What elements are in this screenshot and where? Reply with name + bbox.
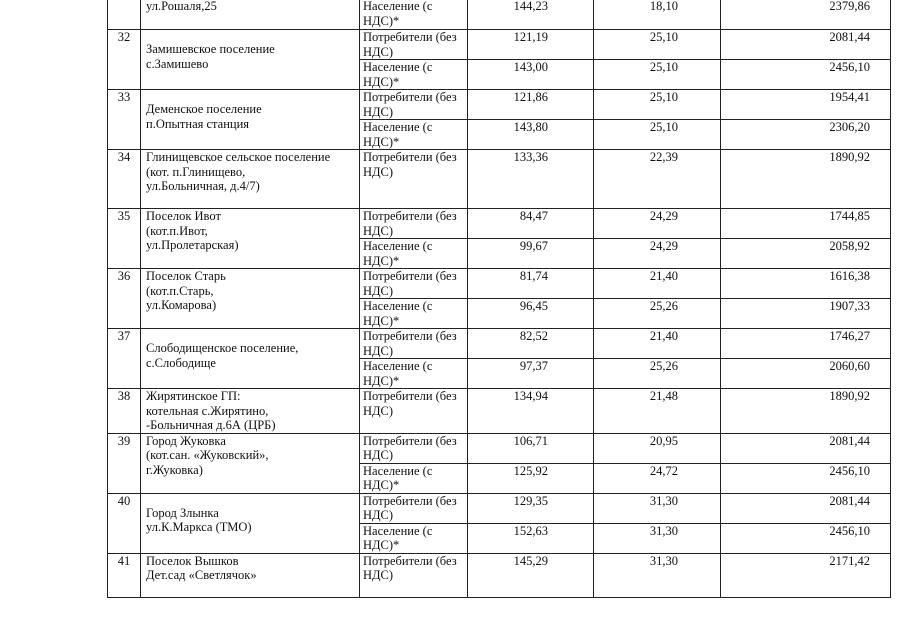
row-number: 32: [108, 30, 141, 90]
settlement-name-cell: [141, 493, 360, 553]
table-row: [108, 493, 891, 523]
row-number: 34: [108, 150, 141, 209]
tariff-value-v3: 1890,92: [721, 150, 891, 209]
settlement-name-cell: [141, 329, 360, 389]
tariff-value-v2: 24,29: [594, 239, 721, 269]
tariff-value-v1: 134,94: [468, 389, 594, 434]
tariff-value-v1: 143,00: [468, 60, 594, 90]
tariff-value-v2: 25,10: [594, 60, 721, 90]
tariff-value-v3: 1907,33: [721, 299, 891, 329]
settlement-name-cell: [141, 90, 360, 150]
settlement-name-line: Глинищевское сельское поселение: [146, 150, 331, 164]
table-row: [108, 329, 891, 359]
consumer-category: [360, 90, 468, 120]
consumer-category-text: Потребители (без НДС): [363, 553, 457, 582]
settlement-name-line: Жирятинское ГП:: [146, 389, 241, 403]
tariff-value-v1: 84,47: [468, 209, 594, 239]
consumer-category-text: Население (с НДС)*: [363, 0, 433, 28]
tariff-value-v3: 2058,92: [721, 239, 891, 269]
consumer-category-text: Потребители (без НДС): [363, 433, 457, 462]
settlement-name-line: с.Замишево: [146, 56, 209, 71]
tariff-value-v3: 1744,85: [721, 209, 891, 239]
settlement-name-line: ул.Комарова): [146, 298, 217, 312]
tariff-value-v1: 97,37: [468, 359, 594, 389]
settlement-name-cell: [141, 209, 360, 269]
consumer-category: [360, 30, 468, 60]
tariff-value-v1: 145,29: [468, 553, 594, 597]
settlement-name-cell: [141, 553, 360, 597]
tariff-table-body: [108, 0, 891, 597]
consumer-category-text: Население (с НДС)*: [363, 239, 433, 268]
settlement-name-line: Поселок Ивот: [146, 209, 221, 223]
tariff-value-v1: 144,23: [468, 0, 594, 30]
tariff-value-v3: 2379,86: [721, 0, 891, 30]
consumer-category-text: Потребители (без НДС): [363, 30, 457, 59]
tariff-value-v2: 24,29: [594, 209, 721, 239]
settlement-name-line: Слободищенское поселение,: [146, 341, 299, 355]
row-number: [108, 0, 141, 30]
consumer-category-text: Потребители (без НДС): [363, 90, 457, 119]
consumer-category-text: Потребители (без НДС): [363, 389, 457, 418]
tariff-value-v1: 121,19: [468, 30, 594, 60]
tariff-value-v2: 25,26: [594, 299, 721, 329]
settlement-name-cell: [141, 269, 360, 329]
row-number: 40: [108, 493, 141, 553]
settlement-name-line: (кот.п.Ивот,: [146, 223, 208, 238]
consumer-category: [360, 150, 468, 209]
consumer-category: [360, 299, 468, 329]
table-row: [108, 150, 891, 209]
tariff-value-v1: 99,67: [468, 239, 594, 269]
consumer-category: [360, 329, 468, 359]
consumer-category: [360, 60, 468, 90]
consumer-category: [360, 433, 468, 463]
settlement-name-line: Деменское поселение: [146, 102, 262, 116]
tariff-value-v2: 21,40: [594, 329, 721, 359]
row-number: 37: [108, 329, 141, 389]
consumer-category: [360, 239, 468, 269]
settlement-name-line: Поселок Старь: [146, 269, 226, 283]
consumer-category-text: Население (с НДС)*: [363, 523, 433, 552]
consumer-category-text: Потребители (без НДС): [363, 269, 457, 298]
table-row: [108, 389, 891, 434]
tariff-value-v3: 1746,27: [721, 329, 891, 359]
tariff-value-v2: 25,10: [594, 30, 721, 60]
tariff-value-v2: 31,30: [594, 493, 721, 523]
tariff-value-v2: 21,40: [594, 269, 721, 299]
row-number: 38: [108, 389, 141, 434]
settlement-name-line: (кот.сан. «Жуковский»,: [146, 448, 269, 462]
tariff-value-v1: 82,52: [468, 329, 594, 359]
consumer-category: [360, 0, 468, 30]
consumer-category: [360, 120, 468, 150]
tariff-value-v1: 143,80: [468, 120, 594, 150]
consumer-category-text: Потребители (без НДС): [363, 209, 457, 238]
tariff-value-v3: 1616,38: [721, 269, 891, 299]
consumer-category-text: Население (с НДС)*: [363, 299, 433, 328]
table-row: [108, 209, 891, 239]
consumer-category: [360, 553, 468, 597]
tariff-value-v3: 2171,42: [721, 553, 891, 597]
settlement-name-cell: [141, 30, 360, 90]
tariff-value-v1: 121,86: [468, 90, 594, 120]
settlement-name-line: Город Злынка: [146, 505, 219, 520]
settlement-name-cell: [141, 389, 360, 434]
tariff-value-v3: 1890,92: [721, 389, 891, 434]
consumer-category-text: Потребители (без НДС): [363, 150, 457, 179]
consumer-category-text: Население (с НДС)*: [363, 463, 433, 492]
settlement-name-line: ул.Пролетарская): [146, 238, 239, 252]
tariff-value-v1: 133,36: [468, 150, 594, 209]
tariff-value-v3: 2456,10: [721, 60, 891, 90]
settlement-name-line: котельная с.Жирятино,: [146, 403, 269, 418]
tariff-value-v3: 2060,60: [721, 359, 891, 389]
consumer-category: [360, 209, 468, 239]
row-number: 36: [108, 269, 141, 329]
tariff-value-v3: 1954,41: [721, 90, 891, 120]
tariff-value-v2: 31,30: [594, 523, 721, 553]
settlement-name-line: г.Жуковка): [146, 462, 203, 477]
tariff-value-v2: 18,10: [594, 0, 721, 30]
consumer-category-text: Потребители (без НДС): [363, 329, 457, 358]
tariff-value-v3: 2081,44: [721, 30, 891, 60]
settlement-name-line: ул.Больничная, д.4/7): [146, 179, 260, 193]
tariff-value-v3: 2456,10: [721, 463, 891, 493]
table-row: [108, 553, 891, 597]
table-row: [108, 30, 891, 60]
tariff-value-v2: 25,10: [594, 90, 721, 120]
consumer-category-text: Население (с НДС)*: [363, 120, 433, 149]
settlement-name-line: с.Слободище: [146, 355, 216, 370]
consumer-category-text: Население (с НДС)*: [363, 60, 433, 89]
tariff-value-v1: 96,45: [468, 299, 594, 329]
tariff-value-v1: 125,92: [468, 463, 594, 493]
settlement-name-line: (кот. п.Глинищево,: [146, 164, 246, 179]
consumer-category-text: Потребители (без НДС): [363, 493, 457, 522]
row-number: 35: [108, 209, 141, 269]
tariff-value-v2: 22,39: [594, 150, 721, 209]
tariff-value-v1: 106,71: [468, 433, 594, 463]
consumer-category: [360, 269, 468, 299]
settlement-name-line: Замишевское поселение: [146, 42, 275, 56]
consumer-category: [360, 359, 468, 389]
tariff-value-v1: 129,35: [468, 493, 594, 523]
tariff-value-v3: 2081,44: [721, 493, 891, 523]
table-row: [108, 0, 891, 30]
tariff-value-v2: 31,30: [594, 553, 721, 597]
settlement-name-line: ул.Рошаля,25: [146, 0, 217, 13]
settlement-name-line: Поселок Вышков: [146, 553, 239, 568]
settlement-name-line: Дет.сад «Светлячок»: [146, 568, 257, 582]
tariff-value-v2: 25,10: [594, 120, 721, 150]
table-row: [108, 269, 891, 299]
consumer-category: [360, 463, 468, 493]
tariff-value-v3: 2081,44: [721, 433, 891, 463]
settlement-name-line: ул.К.Маркса (ТМО): [146, 520, 252, 534]
tariff-value-v2: 20,95: [594, 433, 721, 463]
tariff-value-v2: 24,72: [594, 463, 721, 493]
row-number: 33: [108, 90, 141, 150]
tariff-value-v3: 2306,20: [721, 120, 891, 150]
row-number: 39: [108, 433, 141, 493]
settlement-name-cell: [141, 150, 360, 209]
tariff-value-v1: 81,74: [468, 269, 594, 299]
row-number: 41: [108, 553, 141, 597]
settlement-name-cell: [141, 0, 360, 30]
tariff-value-v2: 21,48: [594, 389, 721, 434]
tariff-value-v2: 25,26: [594, 359, 721, 389]
tariff-table: [107, 0, 891, 598]
tariff-value-v1: 152,63: [468, 523, 594, 553]
settlement-name-line: п.Опытная станция: [146, 116, 250, 131]
consumer-category-text: Население (с НДС)*: [363, 359, 433, 388]
table-row: [108, 90, 891, 120]
settlement-name-line: -Больничная д.6А (ЦРБ): [146, 418, 276, 432]
table-row: [108, 433, 891, 463]
settlement-name-line: (кот.п.Старь,: [146, 283, 214, 298]
tariff-value-v3: 2456,10: [721, 523, 891, 553]
consumer-category: [360, 493, 468, 523]
settlement-name-line: Город Жуковка: [146, 433, 226, 448]
settlement-name-cell: [141, 433, 360, 493]
consumer-category: [360, 523, 468, 553]
consumer-category: [360, 389, 468, 434]
